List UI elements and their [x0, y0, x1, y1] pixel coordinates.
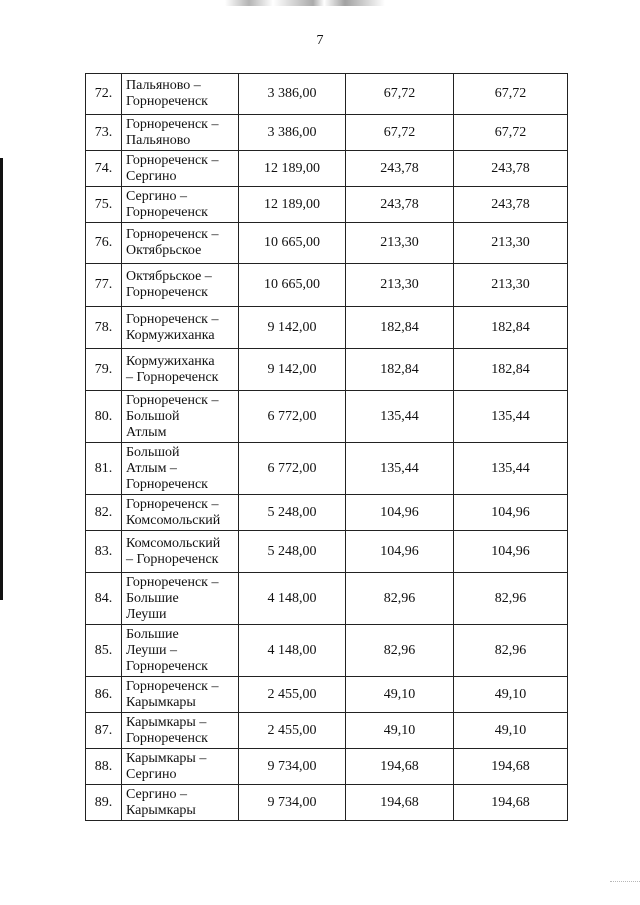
value-col-3: 243,78	[454, 151, 568, 187]
value-col-2: 213,30	[346, 223, 454, 264]
value-col-1: 3 386,00	[239, 74, 346, 115]
route-name: Большие Леуши – Горнореченск	[122, 625, 239, 677]
route-name: Пальяново – Горнореченск	[122, 74, 239, 115]
row-number: 77.	[86, 264, 122, 307]
value-col-1: 10 665,00	[239, 223, 346, 264]
table-row	[86, 573, 568, 625]
value-col-2: 104,96	[346, 531, 454, 573]
table-row	[86, 264, 568, 307]
route-name: Горнореченск – Большой Атлым	[122, 391, 239, 443]
table-row	[86, 115, 568, 151]
value-col-2: 213,30	[346, 264, 454, 307]
value-col-3: 182,84	[454, 307, 568, 349]
value-col-3: 213,30	[454, 223, 568, 264]
value-col-1: 2 455,00	[239, 677, 346, 713]
route-name: Сергино – Горнореченск	[122, 187, 239, 223]
route-name: Горнореченск – Карымкары	[122, 677, 239, 713]
row-number: 78.	[86, 307, 122, 349]
value-col-3: 49,10	[454, 713, 568, 749]
row-number: 75.	[86, 187, 122, 223]
value-col-3: 194,68	[454, 749, 568, 785]
scan-artifact-top	[225, 0, 385, 6]
value-col-1: 6 772,00	[239, 391, 346, 443]
route-name: Карымкары – Горнореченск	[122, 713, 239, 749]
table-row	[86, 349, 568, 391]
value-col-3: 213,30	[454, 264, 568, 307]
value-col-1: 9 142,00	[239, 349, 346, 391]
route-name: Кормужиханка – Горнореченск	[122, 349, 239, 391]
table-row	[86, 443, 568, 495]
table-row	[86, 74, 568, 115]
scan-artifact-bottom	[610, 881, 640, 885]
value-col-1: 3 386,00	[239, 115, 346, 151]
value-col-2: 49,10	[346, 713, 454, 749]
value-col-2: 243,78	[346, 187, 454, 223]
value-col-1: 5 248,00	[239, 531, 346, 573]
route-name: Сергино – Карымкары	[122, 785, 239, 821]
route-name: Горнореченск – Комсомольский	[122, 495, 239, 531]
table-row	[86, 307, 568, 349]
value-col-1: 12 189,00	[239, 151, 346, 187]
value-col-2: 182,84	[346, 307, 454, 349]
row-number: 86.	[86, 677, 122, 713]
route-name: Карымкары – Сергино	[122, 749, 239, 785]
value-col-2: 67,72	[346, 115, 454, 151]
value-col-1: 4 148,00	[239, 625, 346, 677]
value-col-3: 135,44	[454, 391, 568, 443]
value-col-1: 10 665,00	[239, 264, 346, 307]
value-col-2: 82,96	[346, 625, 454, 677]
value-col-2: 243,78	[346, 151, 454, 187]
value-col-2: 182,84	[346, 349, 454, 391]
value-col-3: 67,72	[454, 74, 568, 115]
value-col-2: 194,68	[346, 785, 454, 821]
table-row	[86, 391, 568, 443]
table-row	[86, 713, 568, 749]
route-name: Горнореченск – Большие Леуши	[122, 573, 239, 625]
row-number: 76.	[86, 223, 122, 264]
value-col-2: 82,96	[346, 573, 454, 625]
value-col-3: 82,96	[454, 625, 568, 677]
value-col-3: 104,96	[454, 531, 568, 573]
value-col-2: 104,96	[346, 495, 454, 531]
value-col-1: 9 734,00	[239, 785, 346, 821]
value-col-1: 4 148,00	[239, 573, 346, 625]
route-name: Горнореченск – Октябрьское	[122, 223, 239, 264]
table-row	[86, 151, 568, 187]
table-row	[86, 677, 568, 713]
scan-artifact-left-edge	[0, 158, 3, 600]
value-col-3: 104,96	[454, 495, 568, 531]
value-col-2: 135,44	[346, 443, 454, 495]
table-row	[86, 495, 568, 531]
value-col-2: 135,44	[346, 391, 454, 443]
row-number: 84.	[86, 573, 122, 625]
value-col-3: 194,68	[454, 785, 568, 821]
value-col-3: 82,96	[454, 573, 568, 625]
value-col-3: 243,78	[454, 187, 568, 223]
row-number: 80.	[86, 391, 122, 443]
row-number: 88.	[86, 749, 122, 785]
row-number: 87.	[86, 713, 122, 749]
row-number: 82.	[86, 495, 122, 531]
tariff-table	[85, 73, 568, 821]
table-row	[86, 223, 568, 264]
row-number: 73.	[86, 115, 122, 151]
row-number: 72.	[86, 74, 122, 115]
page-number: 7	[316, 33, 324, 48]
table-row	[86, 625, 568, 677]
route-name: Горнореченск – Сергино	[122, 151, 239, 187]
value-col-3: 49,10	[454, 677, 568, 713]
table-row	[86, 785, 568, 821]
value-col-2: 49,10	[346, 677, 454, 713]
route-name: Горнореченск – Кормужиханка	[122, 307, 239, 349]
table-row	[86, 749, 568, 785]
route-name: Комсомольский – Горнореченск	[122, 531, 239, 573]
value-col-1: 9 142,00	[239, 307, 346, 349]
value-col-3: 182,84	[454, 349, 568, 391]
row-number: 83.	[86, 531, 122, 573]
value-col-1: 12 189,00	[239, 187, 346, 223]
value-col-3: 67,72	[454, 115, 568, 151]
value-col-1: 5 248,00	[239, 495, 346, 531]
row-number: 85.	[86, 625, 122, 677]
row-number: 74.	[86, 151, 122, 187]
route-name: Октябрьское – Горнореченск	[122, 264, 239, 307]
route-name: Горнореченск – Пальяново	[122, 115, 239, 151]
value-col-2: 194,68	[346, 749, 454, 785]
table-row	[86, 531, 568, 573]
value-col-1: 2 455,00	[239, 713, 346, 749]
row-number: 79.	[86, 349, 122, 391]
table-body	[86, 74, 568, 821]
row-number: 81.	[86, 443, 122, 495]
value-col-3: 135,44	[454, 443, 568, 495]
value-col-2: 67,72	[346, 74, 454, 115]
value-col-1: 6 772,00	[239, 443, 346, 495]
row-number: 89.	[86, 785, 122, 821]
route-name: Большой Атлым – Горнореченск	[122, 443, 239, 495]
table-row	[86, 187, 568, 223]
value-col-1: 9 734,00	[239, 749, 346, 785]
